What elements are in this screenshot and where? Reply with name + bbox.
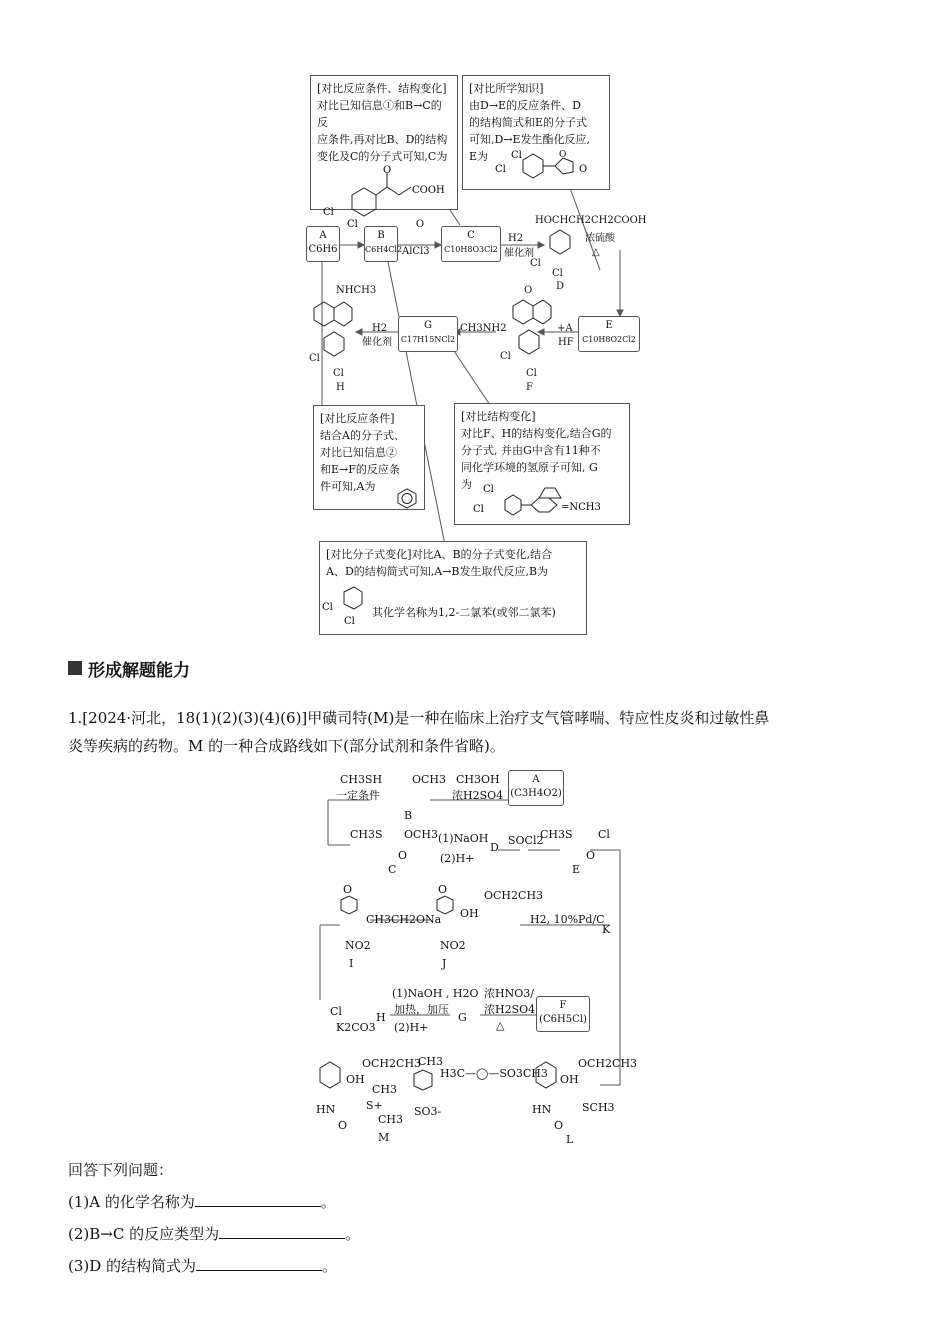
r5-m-hn: HN	[316, 1103, 336, 1116]
g-cl2: Cl	[473, 504, 484, 515]
r5-m-ch3b: CH3	[378, 1113, 404, 1126]
r4-h2so4: 浓H2SO4	[484, 1003, 536, 1016]
r1-cond: 一定条件	[336, 789, 380, 802]
r2-step1: (1)NaOH	[438, 832, 489, 845]
r4-k2co3: K2CO3	[336, 1021, 376, 1034]
r4-s2: 加热，加压	[394, 1003, 449, 1016]
note-g-line: 同化学环境的氢原子可知, G	[461, 461, 598, 474]
q1-text: (1)A 的化学名称为	[68, 1193, 195, 1211]
r3-o2: O	[438, 883, 448, 896]
f-o: O	[524, 285, 533, 296]
r2-e-s: CH3S	[540, 828, 573, 841]
r4-f-formula: (C6H5Cl)	[539, 1014, 587, 1025]
r5-m-ch3a: CH3	[372, 1083, 398, 1096]
box-b	[364, 226, 403, 262]
benzene-icon	[394, 486, 420, 510]
answer-blank-3[interactable]	[196, 1256, 322, 1271]
b-cl2: Cl	[344, 616, 355, 627]
question-1	[68, 1188, 888, 1216]
r2-d: D	[490, 841, 499, 854]
r1-ch3sh: CH3SH	[340, 773, 383, 786]
r4-heat: △	[496, 1019, 505, 1032]
h-cl1: Cl	[309, 353, 320, 364]
answer-blank-1[interactable]	[195, 1192, 321, 1207]
q3-period: 。	[322, 1257, 338, 1275]
structure-f	[505, 296, 555, 366]
r2-c: C	[388, 863, 397, 876]
reagent-hf: HF	[558, 337, 574, 348]
route-lines	[310, 765, 640, 1145]
answer-prompt: 回答下列问题：	[68, 1161, 174, 1179]
r1-b: B	[404, 809, 413, 822]
d-cl2: Cl	[552, 268, 563, 279]
r3-h2pd: H2, 10%Pd/C	[530, 913, 605, 926]
r4-g: G	[458, 1011, 467, 1024]
reagent-heat: △	[592, 247, 600, 258]
d-top: HOCHCH2CH2COOH	[535, 215, 647, 226]
reagent-h2: H2	[508, 233, 524, 244]
note-e-line: 可知,D→E发生酯化反应,	[469, 133, 591, 146]
r1-ch3oh: CH3OH	[456, 773, 500, 786]
h-cl2: Cl	[333, 368, 344, 379]
reagent-h2b: H2	[372, 323, 388, 334]
b-cl1: Cl	[322, 602, 333, 613]
r2-step2: (2)H+	[440, 852, 475, 865]
d-name: D	[556, 281, 565, 292]
r2-e-cl: Cl	[598, 828, 610, 841]
note-a-header: [对比反应条件]	[320, 412, 395, 425]
r3-j-oet: OCH2CH3	[484, 889, 544, 902]
q1-period: 。	[320, 1193, 336, 1211]
ring-i	[336, 894, 362, 924]
note-e-line: 的结构简式和E的分子式	[469, 116, 588, 129]
c-cooh: COOH	[412, 185, 445, 196]
structure-g	[475, 482, 625, 524]
pencil-icon	[68, 661, 82, 675]
r2-e-o: O	[586, 849, 596, 862]
r5-ms: H3C—◯—SO3CH3	[440, 1067, 548, 1080]
g-cl1: Cl	[483, 484, 494, 495]
q2-period: 。	[345, 1225, 361, 1243]
box-g-name: G	[424, 320, 432, 331]
box-a	[306, 226, 340, 262]
q2-text: (2)B→C 的反应类型为	[68, 1225, 220, 1243]
question-intro-line2: 炎等疾病的药物。M 的一种合成路线如下(部分试剂和条件省略)。	[68, 737, 505, 755]
box-b-formula: C6H4Cl2	[365, 245, 403, 254]
note-b-line: [对比分子式变化]对比A、B的分子式变化,结合	[326, 548, 553, 561]
c-o: O	[383, 165, 392, 176]
r3-j-oh: OH	[460, 907, 479, 920]
r5-l-sch3: SCH3	[582, 1101, 615, 1114]
e-o1: O	[559, 150, 567, 160]
note-g-line: 对比F、H的结构变化,结合G的	[461, 427, 612, 440]
r1-a-name: A	[532, 774, 540, 785]
box-e-formula: C10H8O2Cl2	[582, 335, 636, 344]
e-cl2: Cl	[495, 164, 506, 175]
r5-m-oh: OH	[346, 1073, 365, 1086]
r3-j-no2: NO2	[440, 939, 466, 952]
c-cl2: Cl	[347, 219, 358, 230]
f-name: F	[526, 382, 533, 393]
note-e-header: [对比所学知识]	[469, 82, 544, 95]
box-c-name: C	[467, 230, 475, 241]
r4-hno3: 浓HNO3/	[484, 987, 534, 1000]
h-top: NHCH3	[336, 285, 377, 296]
anhydride-o: O	[415, 219, 425, 230]
note-c-line: 变化及C的分子式可知,C为	[317, 150, 448, 163]
r4-epox-cl: Cl	[330, 1005, 342, 1018]
r4-box-f	[536, 996, 590, 1032]
r5-tos-ch3: CH3	[418, 1055, 444, 1068]
g-nch3: =NCH3	[561, 502, 601, 513]
note-a-line: 对比已知信息②	[320, 446, 397, 459]
box-e-name: E	[605, 320, 613, 331]
r5-l-o: O	[554, 1119, 564, 1132]
r5-l: L	[566, 1133, 574, 1146]
box-g	[398, 316, 458, 352]
e-cl1: Cl	[511, 150, 522, 161]
r2-socl2: SOCl2	[508, 834, 544, 847]
box-c	[441, 226, 501, 262]
r3-o1: O	[343, 883, 353, 896]
r2-e: E	[572, 863, 581, 876]
r3-j: J	[442, 957, 447, 970]
structure-b	[322, 586, 364, 634]
d-cl1: Cl	[530, 258, 541, 269]
ring-j	[432, 894, 458, 924]
r3-k: K	[602, 923, 611, 936]
r1-box-a	[508, 770, 564, 806]
structure-d-ring	[540, 228, 580, 268]
note-c-header: [对比反应条件、结构变化]	[317, 82, 447, 95]
ring-tosylate	[408, 1068, 438, 1098]
note-a-line: 和E→F的反应条	[320, 463, 400, 476]
r5-m-o: O	[338, 1119, 348, 1132]
box-e	[578, 316, 640, 352]
question-3	[68, 1252, 888, 1280]
reagent-cat: 催化剂	[504, 248, 534, 259]
f-cl2: Cl	[526, 368, 537, 379]
r4-s1: (1)NaOH , H2O	[392, 987, 479, 1000]
r5-l-hn: HN	[532, 1103, 552, 1116]
box-c-formula: C10H8O3Cl2	[444, 245, 498, 254]
r3-i: I	[349, 957, 354, 970]
note-g	[454, 403, 630, 525]
note-g-header: [对比结构变化]	[461, 410, 536, 423]
note-c	[310, 75, 458, 230]
note-c-line: 应条件,再对比B、D的结构	[317, 133, 448, 146]
r2-c-o: O	[398, 849, 408, 862]
r4-s3: (2)H+	[394, 1021, 429, 1034]
h-name: H	[336, 382, 345, 393]
r5-l-oh: OH	[560, 1073, 579, 1086]
reagent-conc-h2so4: 浓硫酸	[585, 233, 615, 244]
box-a-formula: C6H6	[308, 244, 338, 255]
reagent-anhydride	[400, 218, 440, 231]
question-2	[68, 1220, 888, 1248]
note-b	[319, 541, 587, 635]
note-a-line: 结合A的分子式、	[320, 429, 405, 442]
note-b-line: A、D的结构简式可知,A→B发生取代反应,B为	[326, 565, 549, 578]
r5-m-oet: OCH2CH3	[362, 1057, 422, 1070]
answer-blank-2[interactable]	[219, 1224, 345, 1239]
note-e-line: E为	[469, 150, 489, 163]
note-a-line: 件可知,A为	[320, 480, 376, 493]
q3-text: (3)D 的结构简式为	[68, 1257, 197, 1275]
r4-h: H	[376, 1011, 386, 1024]
r2-c-s: CH3S	[350, 828, 383, 841]
note-g-line: 分子式, 并由G中含有11种不	[461, 444, 601, 457]
r4-f-name: F	[559, 1000, 567, 1011]
r3-reagent: CH3CH2ONa	[366, 913, 442, 926]
note-a	[313, 405, 425, 510]
r1-a-formula: (C3H4O2)	[510, 788, 562, 799]
reagent-ch3nh2: CH3NH2	[460, 323, 507, 334]
r3-i-no2: NO2	[345, 939, 371, 952]
r5-tos-so3: SO3-	[414, 1105, 442, 1118]
note-g-line: 为	[461, 478, 472, 491]
e-o2: O	[579, 164, 588, 175]
note-e	[462, 75, 610, 190]
box-g-formula: C17H15NCl2	[400, 335, 456, 344]
section-title: 形成解题能力	[88, 661, 190, 681]
structure-e	[493, 148, 605, 186]
c-cl1: Cl	[323, 207, 334, 218]
f-cl1: Cl	[500, 351, 511, 362]
question-intro-line1: 1.[2024·河北，18(1)(2)(3)(4)(6)]甲磺司特(M)是一种在临床上治疗支气管哮喘、特应性皮炎和过敏性鼻	[68, 709, 770, 727]
r1-b-och3: OCH3	[412, 773, 447, 786]
box-b-name: B	[377, 230, 385, 241]
r5-l-oet: OCH2CH3	[578, 1057, 638, 1070]
r1-h2so4: 浓H2SO4	[452, 789, 504, 802]
note-c-line: 对比已知信息①和B→C的反	[317, 99, 442, 129]
reagent-plus-a: +A	[557, 323, 573, 334]
note-e-line: 由D→E的反应条件、D	[469, 99, 581, 112]
reagent-alcl3: AlCl3	[402, 246, 430, 257]
r5-m: M	[378, 1131, 390, 1144]
note-b-name: 其化学名称为1,2-二氯苯(或邻二氯苯)	[372, 606, 556, 619]
reagent-catb: 催化剂	[362, 337, 392, 348]
r2-c-och3: OCH3	[404, 828, 439, 841]
r5-m-s: S+	[366, 1099, 383, 1112]
box-a-name: A	[319, 230, 327, 241]
